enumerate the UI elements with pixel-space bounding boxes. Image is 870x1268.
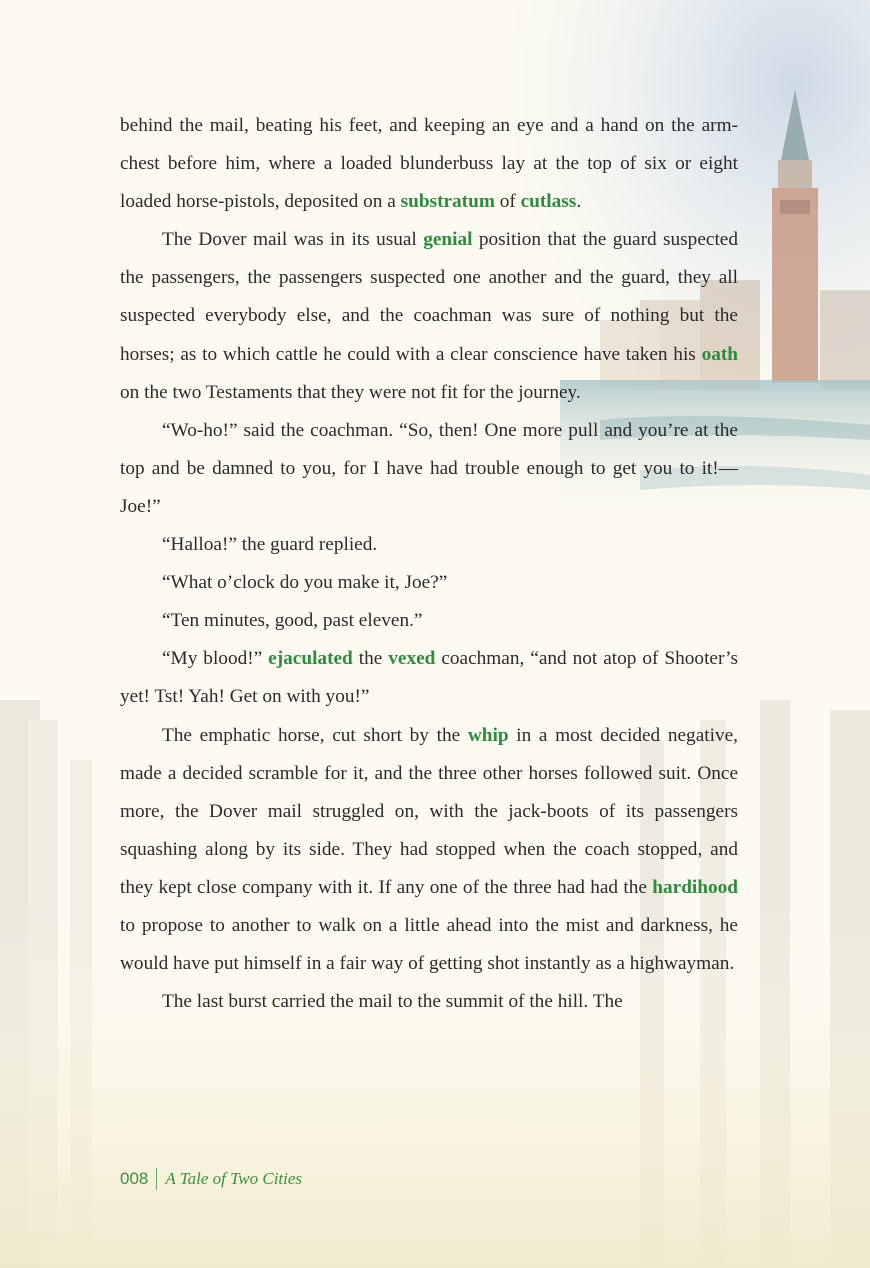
text-run: coachman, “and not atop of Shooter’s yet! Tst! Yah! Get on with you!” xyxy=(120,648,738,708)
text-run: the xyxy=(352,648,389,670)
text-run: to propose to another to walk on a little ahead into the mist and darkness, he would have put himself in a fair way of getting shot instantly as a highwayman. xyxy=(120,914,738,975)
paragraph xyxy=(120,107,738,221)
paragraph xyxy=(120,717,738,984)
paragraph xyxy=(120,983,738,1021)
text-run: behind the mail, beating his feet, and keeping an eye and a hand on the arm-chest before him, where a loaded blunderbuss lay at the top of six or eight loaded horse-pistols, deposited on a xyxy=(120,115,738,213)
text-run: “My blood!” xyxy=(162,648,269,670)
paragraph xyxy=(120,602,738,640)
text-run: The emphatic horse, cut short by the xyxy=(162,724,468,746)
vocab-word: substratum xyxy=(400,191,495,213)
paragraph xyxy=(120,221,738,411)
vocab-word: cutlass xyxy=(520,191,577,213)
paragraph xyxy=(120,412,738,526)
text-run: of xyxy=(494,191,521,213)
text-run: “Ten minutes, good, past eleven.” xyxy=(162,610,423,632)
vocab-word: vexed xyxy=(388,648,436,670)
paragraph xyxy=(120,564,738,602)
text-run: on the two Testaments that they were not fit for the journey. xyxy=(120,381,581,403)
body-text xyxy=(120,107,738,1021)
footer-divider xyxy=(156,1168,157,1190)
book-title: A Tale of Two Cities xyxy=(165,1169,303,1188)
page-footer xyxy=(120,1166,302,1192)
text-run: “Wo-ho!” said the coachman. “So, then! One more pull and you’re at the top and be damned to you, for I have had trouble enough to get you to it!—Joe!” xyxy=(120,419,738,517)
vocab-word: ejaculated xyxy=(268,648,353,670)
text-run: “Halloa!” the guard replied. xyxy=(162,534,378,556)
text-run: The last burst carried the mail to the summit of the hill. The xyxy=(162,991,623,1013)
text-run: in a most decided negative, made a decided scramble for it, and the three other horses followed suit. Once more, the Dover mail struggled on, with the jack-boots of its passengers squashing along by its side. They had stopped when the coach stopped, and they kept close company with it. If any one of the three had had the xyxy=(120,724,738,898)
vocab-word: oath xyxy=(701,343,738,365)
paragraph xyxy=(120,640,738,716)
vocab-word: genial xyxy=(423,229,473,251)
text-run: position that the guard suspected the passengers, the passengers suspected one another and the guard, they all suspected everybody else, and the coachman was sure of nothing but the horses; as to which cattle he could with a clear conscience have taken his xyxy=(120,229,738,365)
text-run: . xyxy=(576,191,582,213)
text-run: “What o’clock do you make it, Joe?” xyxy=(162,572,448,594)
paragraph xyxy=(120,526,738,564)
text-run: The Dover mail was in its usual xyxy=(162,229,424,251)
page-number: 008 xyxy=(120,1169,149,1188)
vocab-word: whip xyxy=(467,724,509,746)
vocab-word: hardihood xyxy=(652,876,738,898)
